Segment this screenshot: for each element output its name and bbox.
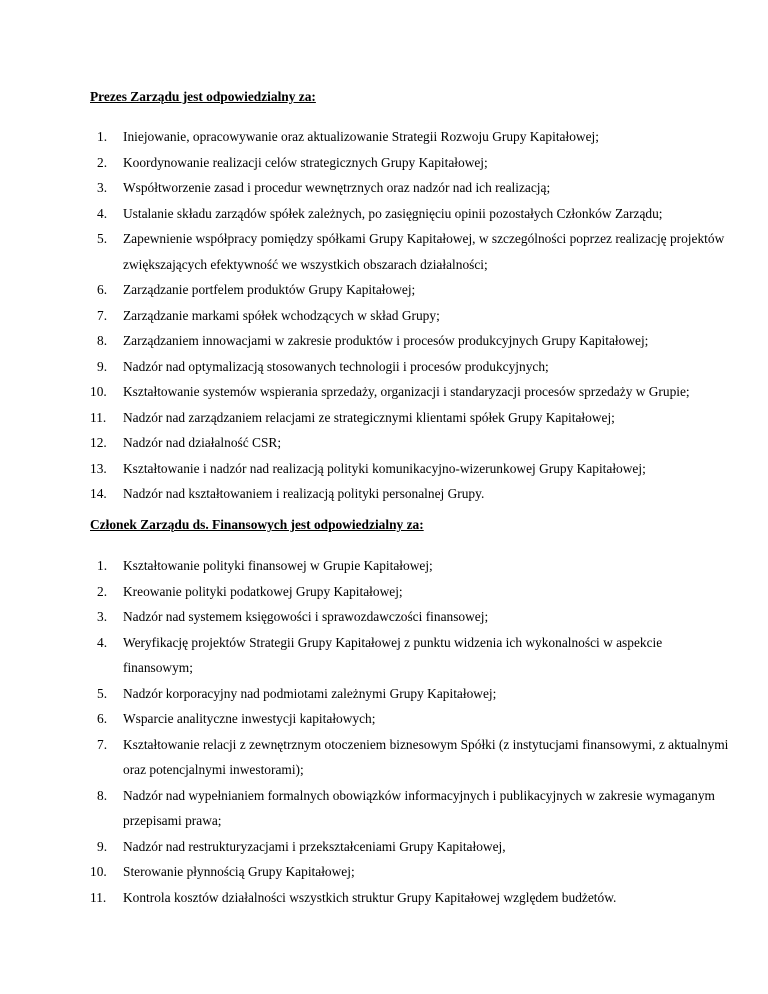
list-item <box>90 277 733 303</box>
list-item-number: 13. <box>90 460 107 476</box>
list-item-text: Kształtowanie polityki finansowej w Grupie Kapitałowej; <box>123 558 433 573</box>
list-item <box>90 405 733 431</box>
list-item-number: 2. <box>97 583 108 599</box>
list-item <box>90 328 733 354</box>
list-item-text: Nadzór nad działalność CSR; <box>123 435 282 450</box>
list-item-text: Kreowanie polityki podatkowej Grupy Kapitałowej; <box>123 583 403 599</box>
list-item-text: Nadzór korporacyjny nad podmiotami zależnymi Grupy Kapitałowej; <box>123 685 497 701</box>
list-item-text: Zarządzaniem innowacjami w zakresie produktów i procesów produkcyjnych Grupy Kapitałowej; <box>123 333 649 348</box>
list-item-text: Sterowanie płynnością Grupy Kapitałowej; <box>123 864 355 879</box>
list-item <box>90 859 733 885</box>
list-item-number: 8. <box>97 333 108 348</box>
list-item <box>90 379 733 405</box>
section-ceo-responsibilities <box>90 86 730 507</box>
list-item-text: Kształtowanie i nadzór nad realizacją polityki komunikacyjno-wizerunkowej Grupy Kapitałowej; <box>123 460 646 476</box>
list-item-number: 4. <box>97 634 108 650</box>
list-item-text: Zarządzanie portfelem produktów Grupy Kapitałowej; <box>123 282 416 297</box>
list-item-text: Zarządzanie markami spółek wchodzących w skład Grupy; <box>123 307 440 323</box>
list-item-text: Nadzór nad kształtowaniem i realizacją polityki personalnej Grupy. <box>123 486 485 501</box>
list-item <box>90 226 733 277</box>
list-item-number: 5. <box>97 231 108 246</box>
list-item-number: 8. <box>97 787 108 803</box>
list-item <box>90 706 733 732</box>
section-heading: Prezes Zarządu jest odpowiedzialny za: <box>90 89 316 104</box>
list-item-number: 3. <box>97 180 108 195</box>
list-item-number: 10. <box>90 864 107 879</box>
list-item <box>90 481 733 507</box>
list-item-number: 7. <box>97 307 108 323</box>
list-item-number: 1. <box>97 558 108 573</box>
list-item <box>90 201 733 227</box>
list-item-number: 14. <box>90 486 107 501</box>
list-item <box>90 354 733 380</box>
list-item-text: Nadzór nad optymalizacją stosowanych technologii i procesów produkcyjnych; <box>123 358 549 374</box>
list-item-number: 2. <box>97 154 108 170</box>
list-item-text: Kształtowanie relacji z zewnętrznym otoczeniem biznesowym Spółki (z instytucjami finansowymi, z aktualnymi oraz potencjalnymi inwestorami); <box>123 736 729 777</box>
list-item-number: 4. <box>97 205 108 221</box>
list-item <box>90 430 733 456</box>
list-item-number: 5. <box>97 685 108 701</box>
list-item-number: 12. <box>90 435 107 450</box>
section-cfo-responsibilities <box>90 514 730 910</box>
list-item-number: 10. <box>90 384 107 399</box>
responsibility-list <box>90 553 730 910</box>
list-item-text: Kształtowanie systemów wspierania sprzedaży, organizacji i standaryzacji procesów sprzedaży w Grupie; <box>123 384 690 399</box>
list-item-text: Weryfikację projektów Strategii Grupy Kapitałowej z punktu widzenia ich wykonalności w aspekcie finansowym; <box>123 634 663 675</box>
list-item-number: 7. <box>97 736 108 752</box>
list-item-number: 3. <box>97 609 108 624</box>
list-item-text: Iniejowanie, opracowywanie oraz aktualizowanie Strategii Rozwoju Grupy Kapitałowej; <box>123 129 599 144</box>
list-item <box>90 303 733 329</box>
list-item-text: Ustalanie składu zarządów spółek zależnych, po zasięgnięciu opinii pozostałych Członków Zarządu; <box>123 205 663 221</box>
list-item-text: Koordynowanie realizacji celów strategicznych Grupy Kapitałowej; <box>123 154 488 170</box>
list-item <box>90 604 733 630</box>
list-item-text: Nadzór nad zarządzaniem relacjami ze strategicznymi klientami spółek Grupy Kapitałowej; <box>123 409 615 425</box>
list-item-number: 11. <box>90 889 107 905</box>
list-item-text: Nadzór nad restrukturyzacjami i przekształceniami Grupy Kapitałowej, <box>123 838 506 854</box>
list-item-number: 11. <box>90 409 107 425</box>
list-item <box>90 681 733 707</box>
list-item <box>90 834 733 860</box>
list-item <box>90 456 733 482</box>
list-item-number: 1. <box>97 129 108 144</box>
section-heading: Członek Zarządu ds. Finansowych jest odpowiedzialny za: <box>90 517 424 532</box>
list-item <box>90 783 733 834</box>
responsibility-list <box>90 124 730 507</box>
list-item-number: 9. <box>97 838 108 854</box>
list-item <box>90 175 733 201</box>
list-item-text: Kontrola kosztów działalności wszystkich struktur Grupy Kapitałowej względem budżetów. <box>123 889 617 905</box>
list-item-number: 6. <box>97 711 108 726</box>
list-item <box>90 124 733 150</box>
list-item <box>90 553 733 579</box>
list-item <box>90 579 733 605</box>
list-item-number: 6. <box>97 282 108 297</box>
list-item-text: Nadzór nad systemem księgowości i sprawozdawczości finansowej; <box>123 609 489 624</box>
list-item-number: 9. <box>97 358 108 374</box>
list-item <box>90 630 733 681</box>
list-item <box>90 150 733 176</box>
list-item-text: Nadzór nad wypełnianiem formalnych obowiązków informacyjnych i publikacyjnych w zakresie wymaganym przepisami prawa; <box>123 787 715 828</box>
list-item-text: Współtworzenie zasad i procedur wewnętrznych oraz nadzór nad ich realizacją; <box>123 180 551 195</box>
list-item-text: Wsparcie analityczne inwestycji kapitałowych; <box>123 711 376 726</box>
list-item <box>90 885 733 911</box>
list-item-text: Zapewnienie współpracy pomiędzy spółkami Grupy Kapitałowej, w szczególności poprzez realizację projektów zwiększających efektywność we wszystkich obszarach działalności; <box>123 231 725 272</box>
list-item <box>90 732 733 783</box>
